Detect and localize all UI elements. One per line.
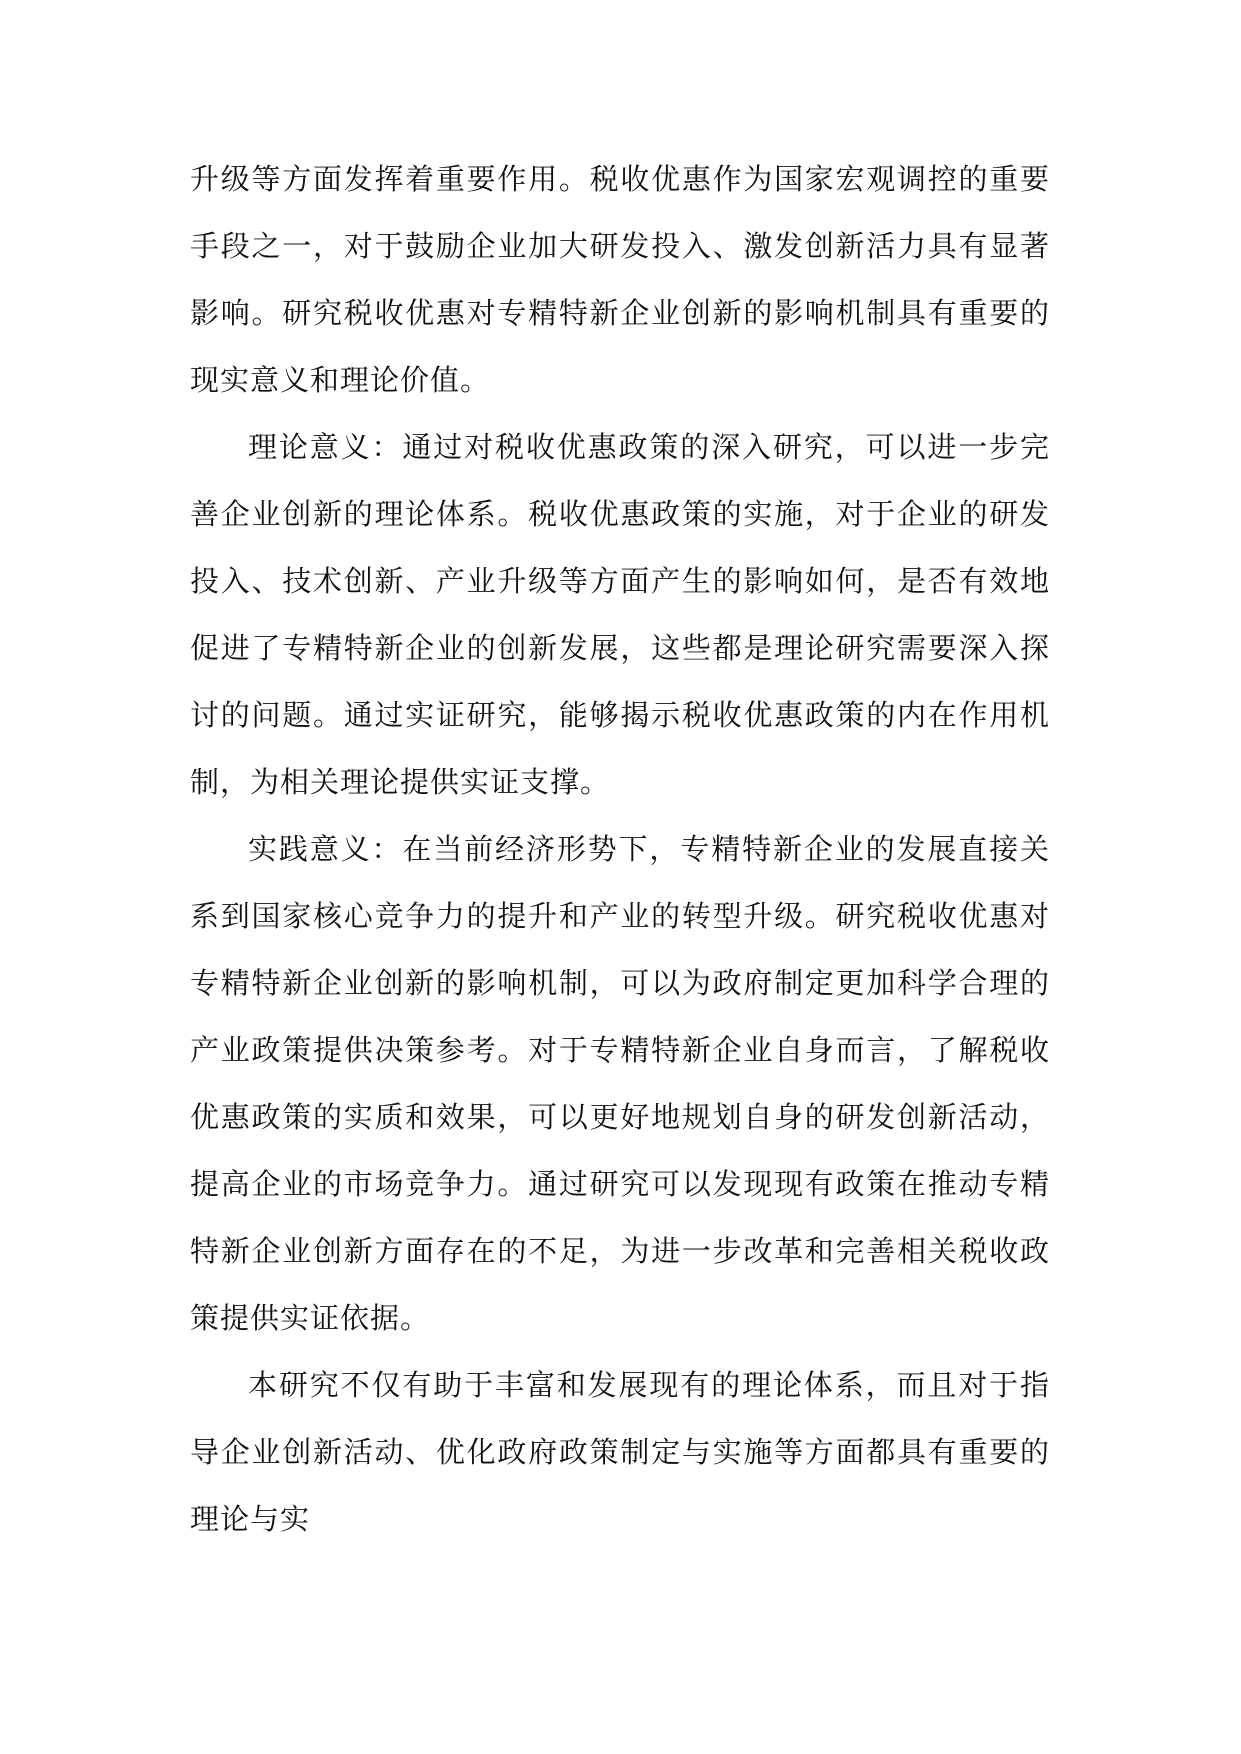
- paragraph-research-value: 本研究不仅有助于丰富和发展现有的理论体系，而且对于指导企业创新活动、优化政府政策制定与实施等方面都具有重要的理论与实: [190, 1368, 1050, 1536]
- body-text: [190, 146, 1050, 1553]
- paragraph-theoretical-significance: 理论意义：通过对税收优惠政策的深入研究，可以进一步完善企业创新的理论体系。税收优惠政策的实施，对于企业的研发投入、技术创新、产业升级等方面产生的影响如何，是否有效地促进了专精特新企业的创新发展，这些都是理论研究需要深入探讨的问题。通过实证研究，能够揭示税收优惠政策的内在作用机制，为相关理论提供实证支撑。: [190, 430, 1050, 799]
- paragraph-practical-significance: 实践意义：在当前经济形势下，专精特新企业的发展直接关系到国家核心竞争力的提升和产业的转型升级。研究税收优惠对专精特新企业创新的影响机制，可以为政府制定更加科学合理的产业政策提供决策参考。对于专精特新企业自身而言，了解税收优惠政策的实质和效果，可以更好地规划自身的研发创新活动，提高企业的市场竞争力。通过研究可以发现现有政策在推动专精特新企业创新方面存在的不足，为进一步改革和完善相关税收政策提供实证依据。: [190, 832, 1050, 1335]
- paragraph-continuation: 升级等方面发挥着重要作用。税收优惠作为国家宏观调控的重要手段之一，对于鼓励企业加大研发投入、激发创新活力具有显著影响。研究税收优惠对专精特新企业创新的影响机制具有重要的现实意义和理论价值。: [190, 162, 1050, 397]
